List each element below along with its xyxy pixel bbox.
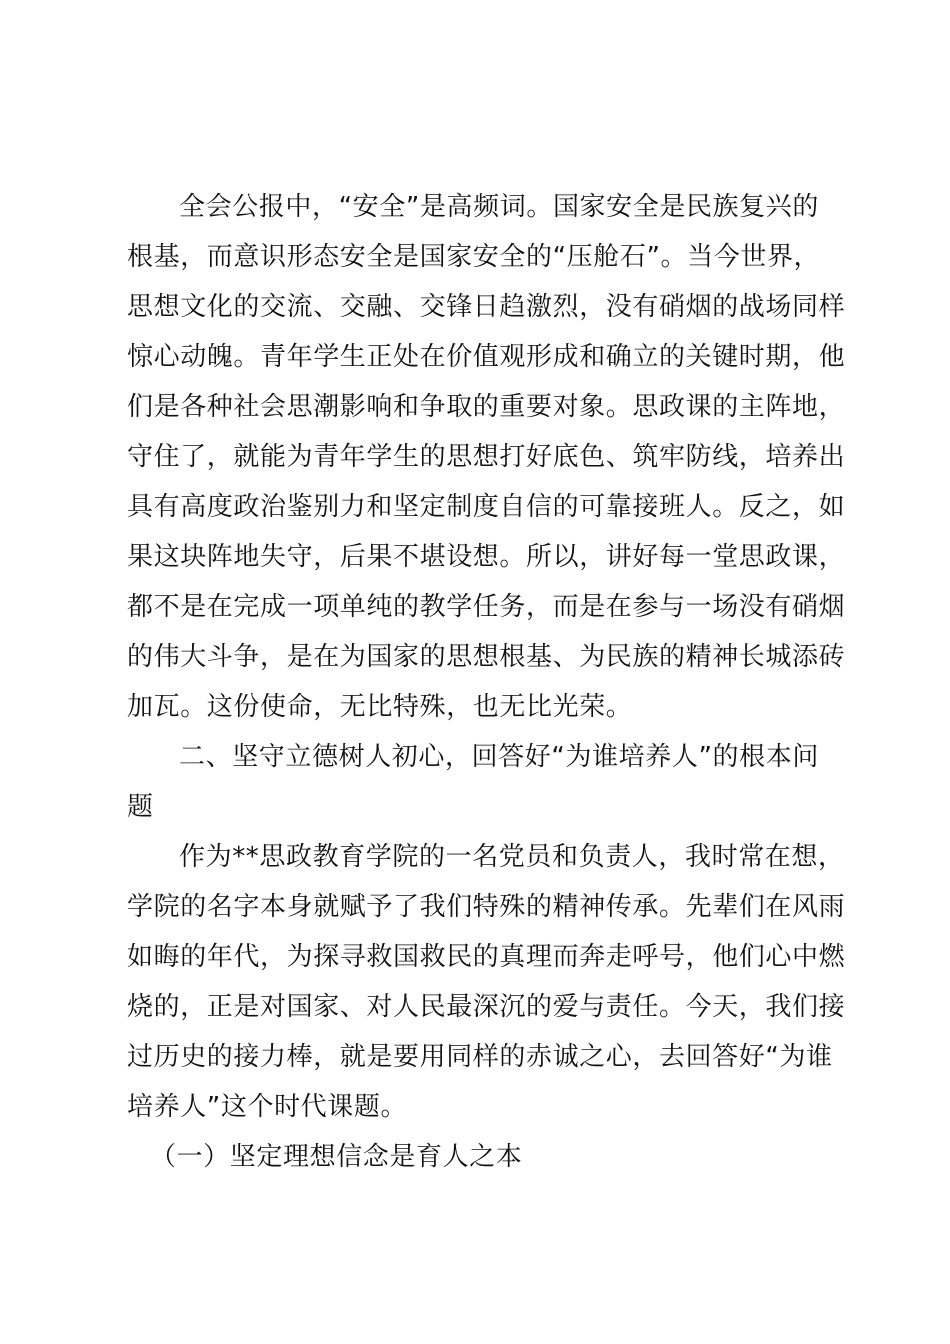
paragraph-2-line-2: 学院的名字本身就赋予了我们特殊的精神传承。先辈们在风雨 [127, 892, 846, 922]
section-heading-line-2: 题 [127, 792, 154, 822]
paragraph-1-line-1: 全会公报中，“安全”是高频词。国家安全是民族复兴的 [179, 192, 819, 222]
paragraph-1-line-10: 的伟大斗争，是在为国家的思想根基、为民族的精神长城添砖 [127, 642, 846, 672]
paragraph-1-line-4: 惊心动魄。青年学生正处在价值观形成和确立的关键时期，他 [127, 342, 846, 372]
paragraph-1-line-2: 根基，而意识形态安全是国家安全的“压舱石”。当今世界， [127, 242, 821, 272]
paragraph-1-line-7: 具有高度政治鉴别力和坚定制度自信的可靠接班人。反之，如 [127, 492, 846, 522]
paragraph-1-line-6: 守住了，就能为青年学生的思想打好底色、筑牢防线，培养出 [127, 442, 846, 472]
paragraph-1-line-8: 果这块阵地失守，后果不堪设想。所以，讲好每一堂思政课， [127, 542, 846, 572]
paragraph-1-line-3: 思想文化的交流、交融、交锋日趋激烈，没有硝烟的战场同样 [127, 292, 846, 322]
paragraph-1-line-9: 都不是在完成一项单纯的教学任务，而是在参与一场没有硝烟 [127, 592, 846, 622]
section-heading-line-1: 二、坚守立德树人初心，回答好“为谁培养人”的根本问 [179, 742, 819, 772]
paragraph-2-line-3: 如晦的年代，为探寻救国救民的真理而奔走呼号，他们心中燃 [127, 942, 846, 972]
paragraph-2-line-5: 过历史的接力棒，就是要用同样的赤诚之心，去回答好“为谁 [127, 1042, 833, 1072]
paragraph-2-line-1: 作为**思政教育学院的一名党员和负责人，我时常在想， [179, 842, 845, 872]
paragraph-1-line-5: 们是各种社会思潮影响和争取的重要对象。思政课的主阵地， [127, 392, 846, 422]
paragraph-2-line-4: 烧的，正是对国家、对人民最深沉的爱与责任。今天，我们接 [127, 992, 846, 1022]
paragraph-2-line-6: 培养人”这个时代课题。 [127, 1092, 408, 1122]
subheading-line-1: （一）坚定理想信念是育人之本 [150, 1142, 523, 1172]
paragraph-1-line-11: 加瓦。这份使命，无比特殊，也无比光荣。 [127, 692, 633, 722]
